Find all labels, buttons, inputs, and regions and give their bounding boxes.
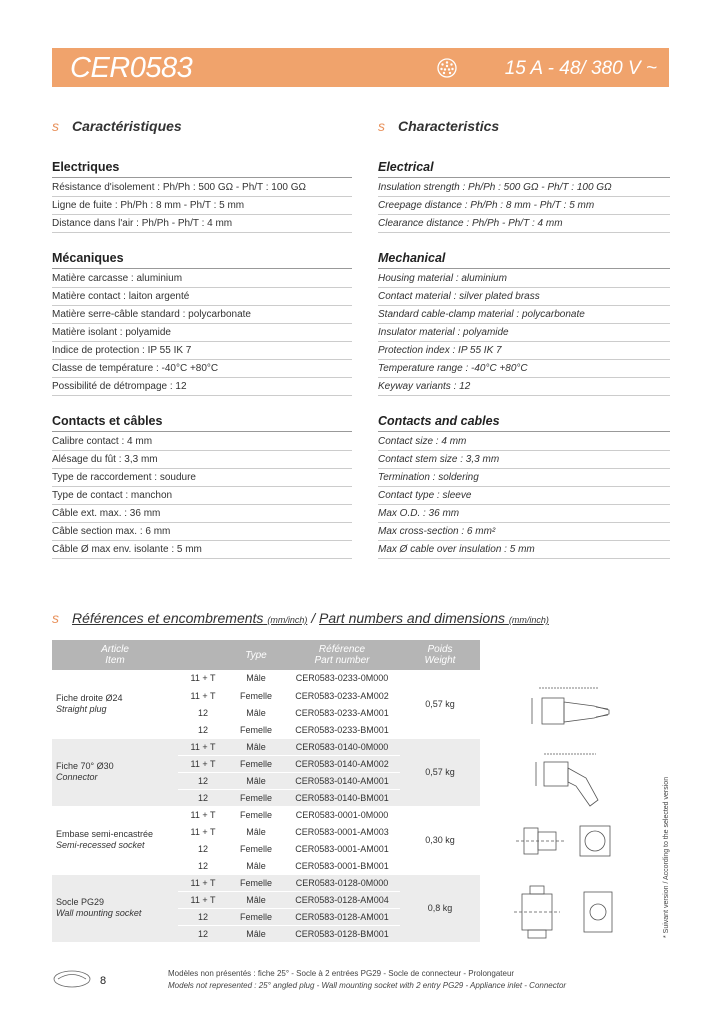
table-row: 12 Mâle CER0583-0128-BM001 <box>52 925 480 942</box>
footer-note-fr: Modèles non présentés : fiche 25° - Socle à 2 entrées PG29 - Socle de connecteur - Prolongateur <box>168 969 515 978</box>
title-banner <box>52 48 669 87</box>
table-row: 12 Mâle CER0583-0140-AM001 <box>52 772 480 789</box>
unit-en: (mm/inch) <box>508 615 549 625</box>
fr-section-header <box>52 118 352 144</box>
fr-spec-row: Matière carcasse : aluminium <box>52 270 352 288</box>
en-spec-row: Clearance distance : Ph/Ph - Ph/T : 4 mm <box>378 215 670 233</box>
fr-spec-row: Type de contact : manchon <box>52 487 352 505</box>
en-group-title: Mechanical <box>378 251 670 269</box>
fr-spec-row: Câble ext. max. : 36 mm <box>52 505 352 523</box>
straight-plug-drawing <box>532 688 609 724</box>
references-title-fr: Références et encombrements <box>72 610 264 626</box>
fr-spec-row: Indice de protection : IP 55 IK 7 <box>52 342 352 360</box>
en-spec-row: Termination : soldering <box>378 469 670 487</box>
en-spec-row: Standard cable-clamp material : polycarbonate <box>378 306 670 324</box>
weight-cell: 0,8 kg <box>400 874 480 942</box>
table-header-row <box>52 640 480 670</box>
en-spec-row: Insulator material : polyamide <box>378 324 670 342</box>
product-code: CER0583 <box>70 52 193 84</box>
table-row: Embase semi-encastrée Semi-recessed socket 11 + T Femelle CER0583-0001-0M000 0,30 kg <box>52 806 480 823</box>
en-spec-row: Contact size : 4 mm <box>378 433 670 451</box>
table-row: 11 + T Mâle CER0583-0001-AM003 <box>52 823 480 840</box>
fr-spec-row: Matière contact : laiton argenté <box>52 288 352 306</box>
weight-cell: 0,57 kg <box>400 738 480 806</box>
fr-spec-row: Ligne de fuite : Ph/Ph : 8 mm - Ph/T : 5 mm <box>52 197 352 215</box>
en-group-title: Contacts and cables <box>378 414 670 432</box>
fr-spec-row: Câble Ø max env. isolante : 5 mm <box>52 541 352 559</box>
fr-spec-row: Matière isolant : polyamide <box>52 324 352 342</box>
references-header <box>52 610 549 626</box>
connector-70-drawing <box>536 754 598 806</box>
col-contacts <box>178 640 228 670</box>
references-title <box>72 610 549 626</box>
table-row: 12 Mâle CER0583-0001-BM001 <box>52 857 480 874</box>
article-cell: Fiche droite Ø24 Straight plug <box>52 670 178 738</box>
weight-cell: 0,57 kg <box>400 670 480 738</box>
fr-spec-row: Calibre contact : 4 mm <box>52 433 352 451</box>
en-spec-row: Keyway variants : 12 <box>378 378 670 396</box>
en-spec-row: Max cross-section : 6 mm² <box>378 523 670 541</box>
fr-spec-row: Distance dans l'air : Ph/Ph - Ph/T : 4 mm <box>52 215 352 233</box>
fr-spec-row: Alésage du fût : 3,3 mm <box>52 451 352 469</box>
connector-pins-icon <box>437 58 457 78</box>
fr-spec-row: Possibilité de détrompage : 12 <box>52 378 352 396</box>
en-spec-row: Insulation strength : Ph/Ph : 500 GΩ - Ph/T : 100 GΩ <box>378 179 670 197</box>
en-spec-row: Max Ø cable over insulation : 5 mm <box>378 541 670 559</box>
table-row: Fiche 70° Ø30 Connector 11 + T Mâle CER0583-0140-0M000 0,57 kg <box>52 738 480 755</box>
table-row: Socle PG29 Wall mounting socket 11 + T Femelle CER0583-0128-0M000 0,8 kg <box>52 874 480 891</box>
fr-spec-row: Classe de température : -40°C +80°C <box>52 360 352 378</box>
weight-cell: 0,30 kg <box>400 806 480 874</box>
fr-group-title: Mécaniques <box>52 251 352 269</box>
col-article: Article Item <box>52 640 178 670</box>
en-section-title: Characteristics <box>398 118 500 134</box>
part-numbers-table <box>52 640 480 943</box>
rating: 15 A - 48/ 380 V ~ <box>504 58 657 79</box>
fr-group-title: Electriques <box>52 160 352 178</box>
table-row: 12 Femelle CER0583-0001-AM001 <box>52 840 480 857</box>
en-section-header <box>378 118 670 144</box>
article-cell: Fiche 70° Ø30 Connector <box>52 738 178 806</box>
fr-characteristics <box>52 118 352 559</box>
side-note <box>658 760 672 940</box>
unit-fr: (mm/inch) <box>267 615 308 625</box>
en-spec-row: Max O.D. : 36 mm <box>378 505 670 523</box>
en-spec-row: Housing material : aluminium <box>378 270 670 288</box>
table-row: 12 Mâle CER0583-0233-AM001 <box>52 704 480 721</box>
en-group-title: Electrical <box>378 160 670 178</box>
brand-logo <box>52 968 92 990</box>
article-cell: Socle PG29 Wall mounting socket <box>52 874 178 942</box>
semi-recessed-socket-drawing <box>516 826 610 856</box>
en-spec-row: Contact material : silver plated brass <box>378 288 670 306</box>
page-number: 8 <box>100 975 107 987</box>
fr-section-title: Caractéristiques <box>72 118 182 134</box>
references-title-en: Part numbers and dimensions <box>319 610 505 626</box>
fr-spec-row: Type de raccordement : soudure <box>52 469 352 487</box>
table-row: 11 + T Femelle CER0583-0233-AM002 <box>52 687 480 704</box>
table-row: Fiche droite Ø24 Straight plug 11 + T Mâle CER0583-0233-0M000 0,57 kg <box>52 670 480 687</box>
section-bullet: s <box>52 118 59 134</box>
section-bullet: s <box>52 610 59 626</box>
table-row: 12 Femelle CER0583-0140-BM001 <box>52 789 480 806</box>
en-spec-row: Contact stem size : 3,3 mm <box>378 451 670 469</box>
table-row: 11 + T Mâle CER0583-0128-AM004 <box>52 891 480 908</box>
table-row: 12 Femelle CER0583-0128-AM001 <box>52 908 480 925</box>
fr-spec-row: Matière serre-câble standard : polycarbonate <box>52 306 352 324</box>
table-row: 12 Femelle CER0583-0233-BM001 <box>52 721 480 738</box>
footer-note-en: Models not represented : 25° angled plug - Wall mounting socket with 2 entry PG29 - Appliance inlet - Connector <box>168 981 567 990</box>
en-spec-row: Protection index : IP 55 IK 7 <box>378 342 670 360</box>
fr-spec-row: Câble section max. : 6 mm <box>52 523 352 541</box>
side-note-text: * Suivant version / According to the selected version <box>663 776 670 938</box>
table-row: 11 + T Femelle CER0583-0140-AM002 <box>52 755 480 772</box>
title-separator: / <box>307 610 319 626</box>
wall-socket-drawing <box>514 886 612 938</box>
fr-spec-row: Résistance d'isolement : Ph/Ph : 500 GΩ - Ph/T : 100 GΩ <box>52 179 352 197</box>
en-spec-row: Creepage distance : Ph/Ph : 8 mm - Ph/T : 5 mm <box>378 197 670 215</box>
en-characteristics <box>378 118 670 559</box>
article-cell: Embase semi-encastrée Semi-recessed socket <box>52 806 178 874</box>
col-ref: Référence Part number <box>284 640 400 670</box>
en-spec-row: Contact type : sleeve <box>378 487 670 505</box>
col-type: Type <box>228 640 284 670</box>
en-spec-row: Temperature range : -40°C +80°C <box>378 360 670 378</box>
fr-group-title: Contacts et câbles <box>52 414 352 432</box>
section-bullet: s <box>378 118 385 134</box>
dimension-drawings <box>484 660 659 950</box>
col-weight: Poids Weight <box>400 640 480 670</box>
